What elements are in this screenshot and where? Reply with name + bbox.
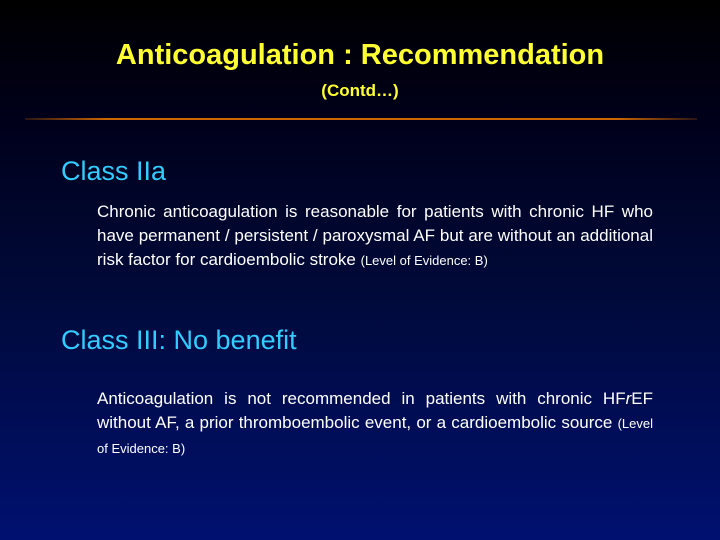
slide-subtitle: (Contd…) <box>321 81 399 100</box>
class-iii-recommendation <box>97 387 653 461</box>
class-iii-text-italic: r <box>625 389 632 408</box>
class-iia-recommendation <box>97 200 653 273</box>
class-iia-heading: Class IIa <box>61 156 167 186</box>
class-iii-text-part2: EF without AF, a prior thromboembolic event, or a cardioembolic source <box>97 389 653 432</box>
title-divider <box>25 118 697 120</box>
class-iia-text: Chronic anticoagulation is reasonable for patients with chronic HF who have permanent / persistent / paroxysmal AF but are without an additional risk factor for cardioembolic stroke <box>97 202 653 269</box>
class-iii-text-part1: Anticoagulation is not recommended in patients with chronic HF <box>97 389 626 408</box>
slide-title: Anticoagulation : Recommendation <box>115 39 605 71</box>
class-iii-evidence: (Level of Evidence: B) <box>97 416 654 456</box>
class-iia-evidence: (Level of Evidence: B) <box>360 253 488 268</box>
class-iii-heading: Class III: No benefit <box>61 325 297 355</box>
